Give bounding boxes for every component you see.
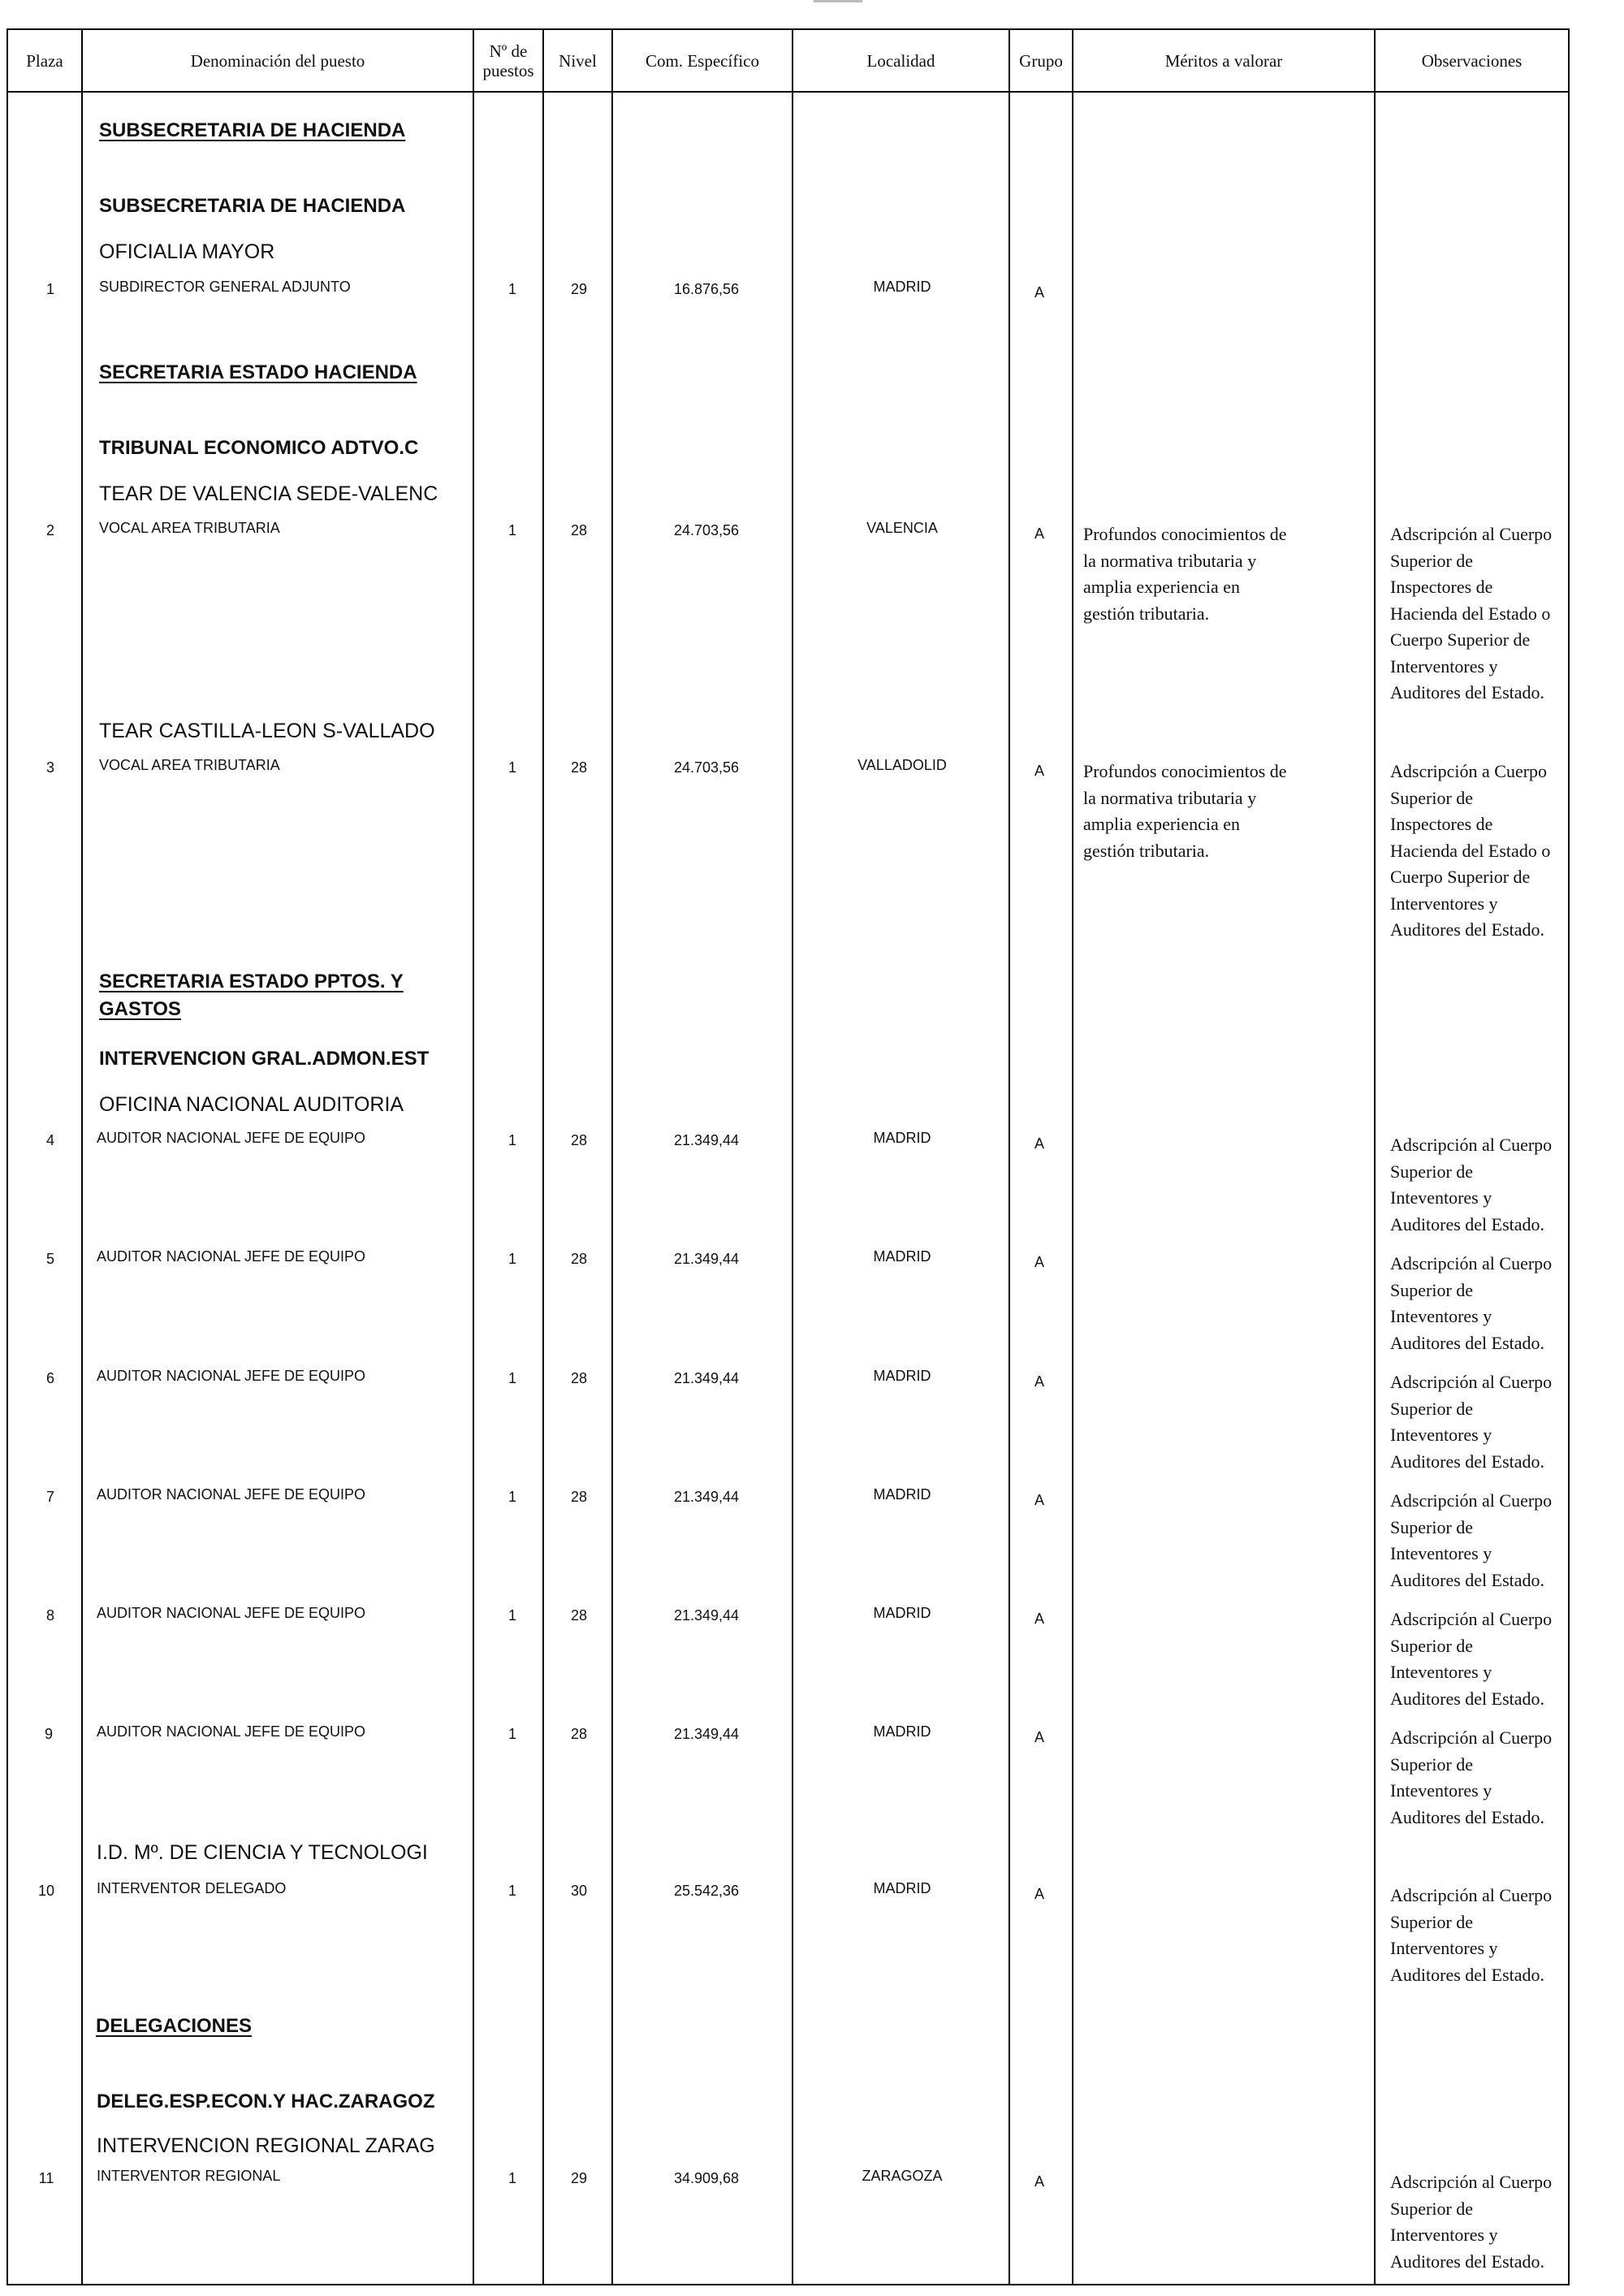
header-com-especifico: Com. Específico: [646, 51, 759, 71]
puesto-name: AUDITOR NACIONAL JEFE DE EQUIPO: [97, 1605, 366, 1621]
grupo: A: [1034, 1135, 1045, 1152]
puesto-name: AUDITOR NACIONAL JEFE DE EQUIPO: [97, 1723, 366, 1740]
num-puestos: 1: [508, 1132, 517, 1148]
num-puestos: 1: [508, 281, 517, 297]
header-puestos: Nº de puestos: [482, 41, 534, 80]
localidad: MADRID: [873, 1486, 931, 1503]
observaciones-text: Adscripción al Cuerpo Superior de Inteventores y Auditores del Estado.: [1390, 1490, 1553, 1590]
grupo: A: [1034, 1492, 1045, 1508]
localidad: MADRID: [873, 1248, 931, 1265]
nivel: 28: [570, 1370, 588, 1386]
plaza-number: 4: [45, 1132, 55, 1148]
localidad: ZARAGOZA: [862, 2168, 943, 2184]
nivel: 29: [570, 2170, 588, 2186]
localidad: MADRID: [873, 1130, 931, 1146]
plaza-number: 8: [45, 1607, 55, 1624]
header-nivel: Nivel: [559, 51, 597, 71]
com-especifico: 21.349,44: [673, 1726, 740, 1742]
nivel: 28: [570, 1726, 588, 1742]
unit-heading: TRIBUNAL ECONOMICO ADTVO.C: [99, 437, 419, 459]
unit-heading: DELEG.ESP.ECON.Y HAC.ZARAGOZ: [97, 2091, 435, 2112]
subunit-heading: INTERVENCION REGIONAL ZARAG: [97, 2134, 435, 2157]
puesto-name: INTERVENTOR REGIONAL: [97, 2168, 281, 2184]
num-puestos: 1: [508, 1489, 517, 1505]
num-puestos: 1: [508, 1370, 517, 1386]
plaza-number: 10: [37, 1883, 55, 1899]
observaciones-text: Adscripción al Cuerpo Superior de Inteventores y Auditores del Estado.: [1390, 1727, 1553, 1827]
localidad: VALLADOLID: [857, 757, 947, 773]
col-border-3: [542, 28, 544, 2285]
col-border-5: [792, 28, 793, 2285]
localidad: MADRID: [873, 1368, 931, 1384]
header-localidad: Localidad: [866, 51, 935, 71]
grupo: A: [1034, 1254, 1045, 1270]
subunit-heading: OFICINA NACIONAL AUDITORIA: [99, 1093, 404, 1116]
col-border-0: [6, 28, 8, 2285]
nivel: 28: [570, 1251, 588, 1267]
num-puestos: 1: [508, 1251, 517, 1267]
plaza-number: 7: [45, 1489, 55, 1505]
num-puestos: 1: [508, 1607, 517, 1624]
header-grupo: Grupo: [1019, 51, 1063, 71]
subunit-heading: TEAR CASTILLA-LEON S-VALLADO: [99, 720, 435, 742]
nivel: 29: [570, 281, 588, 297]
section-heading: SECRETARIA ESTADO HACIENDA: [99, 361, 417, 383]
com-especifico: 21.349,44: [673, 1251, 740, 1267]
puesto-name: VOCAL AREA TRIBUTARIA: [99, 757, 280, 773]
grupo: A: [1034, 1611, 1045, 1627]
header-plaza: Plaza: [26, 51, 63, 71]
localidad: VALENCIA: [866, 520, 938, 536]
plaza-number: 11: [38, 2170, 54, 2186]
nivel: 28: [570, 759, 588, 776]
puesto-name: AUDITOR NACIONAL JEFE DE EQUIPO: [97, 1248, 366, 1265]
com-especifico: 21.349,44: [673, 1489, 740, 1505]
com-especifico: 34.909,68: [673, 2170, 740, 2186]
com-especifico: 21.349,44: [673, 1370, 740, 1386]
plaza-number: 2: [45, 522, 55, 538]
puesto-name: AUDITOR NACIONAL JEFE DE EQUIPO: [97, 1368, 366, 1384]
num-puestos: 1: [508, 759, 517, 776]
num-puestos: 1: [508, 522, 517, 538]
header-meritos: Méritos a valorar: [1164, 51, 1283, 71]
puesto-name: AUDITOR NACIONAL JEFE DE EQUIPO: [97, 1130, 366, 1146]
plaza-number: 1: [45, 281, 55, 297]
grupo: A: [1034, 1729, 1045, 1745]
nivel: 28: [570, 522, 588, 538]
grupo: A: [1034, 1373, 1045, 1390]
observaciones-text: Adscripción al Cuerpo Superior de Interventores y Auditores del Estado.: [1390, 1885, 1553, 1985]
observaciones-text: Adscripción al Cuerpo Superior de Interventores y Auditores del Estado.: [1390, 2172, 1553, 2272]
subunit-heading: TEAR DE VALENCIA SEDE-VALENC: [99, 482, 438, 505]
col-border-8: [1374, 28, 1376, 2285]
plaza-number: 3: [45, 759, 55, 776]
plaza-number: 6: [45, 1370, 55, 1386]
puesto-name: INTERVENTOR DELEGADO: [97, 1880, 287, 1896]
section-heading: DELEGACIONES: [96, 2015, 253, 2037]
nivel: 30: [570, 1883, 588, 1899]
observaciones-text: Adscripción al Cuerpo Superior de Inspectores de Hacienda del Estado o Cuerpo Superior de Interventores y Auditores del Estado.: [1390, 524, 1553, 703]
com-especifico: 25.542,36: [673, 1883, 740, 1899]
col-border-1: [81, 28, 83, 2285]
unit-heading: INTERVENCION GRAL.ADMON.EST: [99, 1048, 430, 1070]
section-heading: SECRETARIA ESTADO PPTOS. Y GASTOS: [99, 971, 404, 1020]
com-especifico: 21.349,44: [673, 1132, 740, 1148]
header-observaciones: Observaciones: [1421, 51, 1522, 71]
localidad: MADRID: [873, 279, 931, 295]
nivel: 28: [570, 1489, 588, 1505]
meritos-text: Profundos conocimientos de la normativa tributaria y amplia experiencia en gestión tributaria.: [1083, 761, 1287, 861]
col-border-4: [611, 28, 613, 2285]
header-denominacion: Denominación del puesto: [190, 51, 365, 71]
plaza-number: 5: [45, 1251, 55, 1267]
com-especifico: 24.703,56: [673, 522, 740, 538]
num-puestos: 1: [508, 1883, 517, 1899]
puesto-name: AUDITOR NACIONAL JEFE DE EQUIPO: [97, 1486, 366, 1503]
grupo: A: [1034, 525, 1045, 542]
com-especifico: 24.703,56: [673, 759, 740, 776]
observaciones-text: Adscripción al Cuerpo Superior de Inteventores y Auditores del Estado.: [1390, 1253, 1553, 1353]
subunit-heading: I.D. Mº. DE CIENCIA Y TECNOLOGI: [97, 1841, 428, 1864]
nivel: 28: [570, 1132, 588, 1148]
observaciones-text: Adscripción al Cuerpo Superior de Inteventores y Auditores del Estado.: [1390, 1135, 1553, 1234]
meritos-text: Profundos conocimientos de la normativa tributaria y amplia experiencia en gestión tributaria.: [1083, 524, 1287, 624]
grupo: A: [1034, 763, 1045, 779]
table-bottom-border: [6, 2284, 1570, 2285]
com-especifico: 21.349,44: [673, 1607, 740, 1624]
puesto-name: SUBDIRECTOR GENERAL ADJUNTO: [99, 279, 351, 295]
section-heading: SUBSECRETARIA DE HACIENDA: [99, 119, 406, 141]
com-especifico: 16.876,56: [673, 281, 740, 297]
grupo: A: [1034, 284, 1045, 301]
num-puestos: 1: [508, 2170, 517, 2186]
top-mark: [814, 0, 862, 2]
localidad: MADRID: [873, 1723, 931, 1740]
observaciones-text: Adscripción al Cuerpo Superior de Inteventores y Auditores del Estado.: [1390, 1609, 1553, 1709]
grupo: A: [1034, 1886, 1045, 1902]
localidad: MADRID: [873, 1880, 931, 1896]
localidad: MADRID: [873, 1605, 931, 1621]
subunit-heading: OFICIALIA MAYOR: [99, 240, 275, 263]
observaciones-text: Adscripción a Cuerpo Superior de Inspectores de Hacienda del Estado o Cuerpo Superior de Interventores y Auditores del Estado.: [1390, 761, 1551, 940]
col-border-9: [1568, 28, 1570, 2285]
num-puestos: 1: [508, 1726, 517, 1742]
col-border-6: [1009, 28, 1010, 2285]
col-border-2: [473, 28, 474, 2285]
grupo: A: [1034, 2173, 1045, 2190]
plaza-number: 9: [44, 1726, 54, 1742]
col-border-7: [1072, 28, 1073, 2285]
unit-heading: SUBSECRETARIA DE HACIENDA: [99, 195, 406, 217]
nivel: 28: [570, 1607, 588, 1624]
puesto-name: VOCAL AREA TRIBUTARIA: [99, 520, 280, 536]
observaciones-text: Adscripción al Cuerpo Superior de Inteventores y Auditores del Estado.: [1390, 1372, 1553, 1472]
